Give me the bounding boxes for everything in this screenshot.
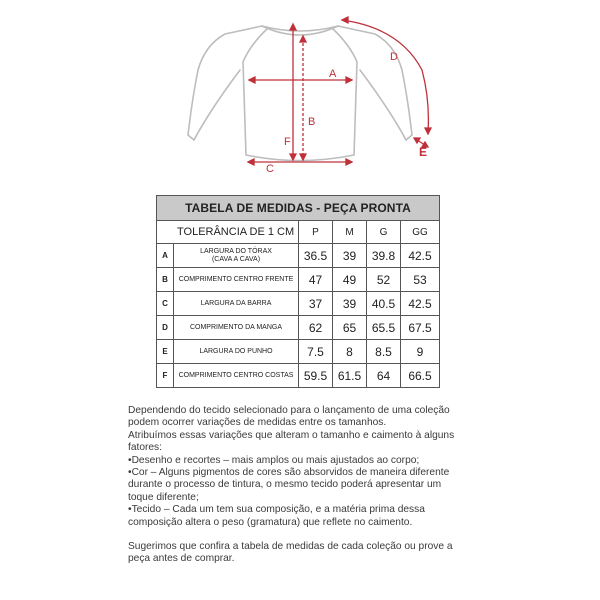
table-header-row (157, 221, 440, 244)
measure-value: 39 (333, 244, 367, 268)
measure-description-line: LARGURA DO PUNHO (199, 347, 273, 355)
measure-code: F (157, 364, 174, 388)
table-row (157, 316, 440, 340)
notes-line: •Tecido – Cada um tem sua composição, e a matéria prima dessa (128, 504, 425, 516)
garment-outline (188, 26, 412, 161)
measure-code: B (157, 268, 174, 292)
table-row (157, 268, 440, 292)
measure-code: A (157, 244, 174, 268)
measure-description (174, 316, 299, 340)
notes-line: Sugerimos que confira a tabela de medidas de cada coleção ou prove a (128, 541, 453, 553)
table-row (157, 364, 440, 388)
size-header: GG (401, 221, 440, 244)
notes-line: fatores: (128, 442, 162, 454)
measure-value: 47 (299, 268, 333, 292)
table-row (157, 244, 440, 268)
measurement-table-container (156, 195, 439, 388)
notes-line: Atribuímos essas variações que alteram o tamanho e caimento à alguns (128, 429, 455, 441)
measure-value: 40.5 (367, 292, 401, 316)
measure-value: 64 (367, 364, 401, 388)
measure-value: 7.5 (299, 340, 333, 364)
measure-value: 62 (299, 316, 333, 340)
tolerance-label: TOLERÂNCIA DE 1 CM (157, 221, 299, 244)
notes-line: podem ocorrer variações de medidas entre os tamanhos. (128, 417, 387, 429)
measure-value: 65.5 (367, 316, 401, 340)
notes-line: peça antes de comprar. (128, 553, 235, 565)
table-body (157, 244, 440, 388)
notes-line: •Desenho e recortes – mais amplos ou mais ajustados ao corpo; (128, 454, 420, 466)
label-e: E (419, 145, 428, 159)
measure-value: 49 (333, 268, 367, 292)
size-header: P (299, 221, 333, 244)
measure-description-line: (CAVA A CAVA) (211, 255, 261, 263)
measure-value: 37 (299, 292, 333, 316)
notes-line: durante o processo de tintura, o mesmo tecido poderá apresentar um (128, 479, 442, 491)
label-f: F (284, 136, 291, 148)
table-row (157, 292, 440, 316)
measure-code: E (157, 340, 174, 364)
measure-code: D (157, 316, 174, 340)
label-b: B (308, 116, 316, 128)
measure-value: 42.5 (401, 244, 440, 268)
label-a: A (329, 68, 337, 80)
table-title: TABELA DE MEDIDAS - PEÇA PRONTA (157, 196, 440, 221)
measure-value: 67.5 (401, 316, 440, 340)
label-c: C (266, 163, 274, 175)
measure-description-line: COMPRIMENTO CENTRO COSTAS (178, 371, 294, 379)
notes-line: composição altera o peso (gramatura) que reflete no caimento. (128, 516, 413, 528)
notes-line: •Cor – Alguns pigmentos de cores são absorvidos de maneira diferente (128, 467, 450, 479)
garment-sketch (0, 0, 600, 190)
measure-description (174, 340, 299, 364)
measure-value: 42.5 (401, 292, 440, 316)
notes-line: toque diferente; (128, 491, 199, 503)
measure-description-line: COMPRIMENTO DA MANGA (189, 323, 283, 331)
measurement-table (156, 195, 440, 388)
measurement-lines (248, 17, 431, 165)
size-header: M (333, 221, 367, 244)
measure-value: 8 (333, 340, 367, 364)
measure-value: 65 (333, 316, 367, 340)
measure-value: 39 (333, 292, 367, 316)
measure-description-line: LARGURA DO TÓRAX (200, 247, 272, 255)
measure-value: 9 (401, 340, 440, 364)
size-header: G (367, 221, 401, 244)
measure-description (174, 364, 299, 388)
measure-value: 59.5 (299, 364, 333, 388)
notes-recommendation (128, 541, 483, 566)
measure-value: 66.5 (401, 364, 440, 388)
measure-value: 53 (401, 268, 440, 292)
notes-line: Dependendo do tecido selecionado para o lançamento de uma coleção (128, 405, 450, 416)
measure-value: 61.5 (333, 364, 367, 388)
measure-code: C (157, 292, 174, 316)
measure-description-line: COMPRIMENTO CENTRO FRENTE (178, 275, 294, 283)
notes-paragraph (128, 405, 483, 529)
measure-value: 36.5 (299, 244, 333, 268)
measure-description (174, 244, 299, 268)
label-d: D (390, 51, 398, 63)
size-notes (128, 405, 483, 566)
measure-description (174, 268, 299, 292)
measure-value: 39.8 (367, 244, 401, 268)
table-row (157, 340, 440, 364)
measure-description-line: LARGURA DA BARRA (200, 299, 272, 307)
measure-description (174, 292, 299, 316)
table-title-row (157, 196, 440, 221)
measure-value: 52 (367, 268, 401, 292)
measure-value: 8.5 (367, 340, 401, 364)
